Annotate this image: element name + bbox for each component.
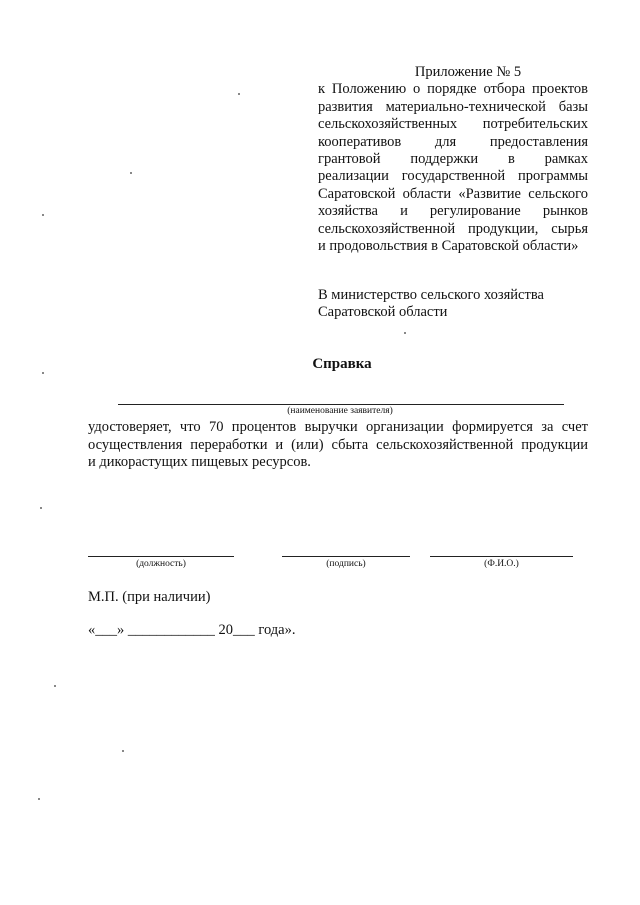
full-name-field[interactable]: [430, 556, 573, 557]
appendix-line: к Положению о порядке отбора проектов: [318, 81, 588, 98]
appendix-line: грантовой поддержки в рамках: [318, 151, 588, 168]
appendix-title: Приложение № 5: [414, 64, 522, 80]
appendix-line: и продовольствия в Саратовской области»: [318, 238, 579, 255]
position-field[interactable]: [88, 556, 234, 557]
scan-speck: [404, 332, 406, 334]
scan-speck: [42, 214, 44, 216]
scan-speck: [38, 798, 40, 800]
heading-text: Справка: [312, 356, 372, 372]
scan-speck: [42, 372, 44, 374]
scan-speck: [40, 507, 42, 509]
signature-field[interactable]: [282, 556, 410, 557]
scan-speck: [130, 172, 132, 174]
applicant-name-field[interactable]: [118, 404, 564, 405]
appendix-line: Саратовской области «Развитие сельского: [318, 185, 588, 202]
recipient-block: [318, 287, 608, 322]
document-heading: [0, 356, 640, 373]
appendix-line: развития материально-технической базы: [318, 98, 588, 115]
certificate-body: [88, 419, 588, 472]
appendix-line: реализации государственной программы: [318, 168, 588, 185]
seal-note: М.П. (при наличии): [88, 589, 211, 605]
signature-caption: (подпись): [326, 559, 366, 569]
scan-speck: [122, 750, 124, 752]
appendix-line: сельскохозяйственных потребительских: [318, 116, 588, 133]
recipient-line: Саратовской области: [318, 304, 448, 321]
appendix-line: хозяйства и регулирование рынков: [318, 203, 588, 220]
appendix-line: сельскохозяйственной продукции, сырья: [318, 220, 588, 237]
scan-speck: [238, 93, 240, 95]
position-caption: (должность): [136, 559, 186, 569]
appendix-line: кооперативов для предоставления: [318, 133, 588, 150]
appendix-block: [318, 64, 588, 255]
body-line: осуществления переработки и (или) сбыта сельскохозяйственной продукции: [88, 436, 588, 453]
recipient-line: В министерство сельского хозяйства: [318, 287, 544, 303]
scan-speck: [54, 685, 56, 687]
body-line: и дикорастущих пищевых ресурсов.: [88, 454, 311, 470]
applicant-caption: (наименование заявителя): [287, 406, 393, 416]
full-name-caption: (Ф.И.О.): [484, 559, 519, 569]
body-line: удостоверяет, что 70 процентов выручки организации формируется за счет: [88, 419, 588, 435]
date-field[interactable]: «___» ____________ 20___ года».: [88, 622, 296, 638]
